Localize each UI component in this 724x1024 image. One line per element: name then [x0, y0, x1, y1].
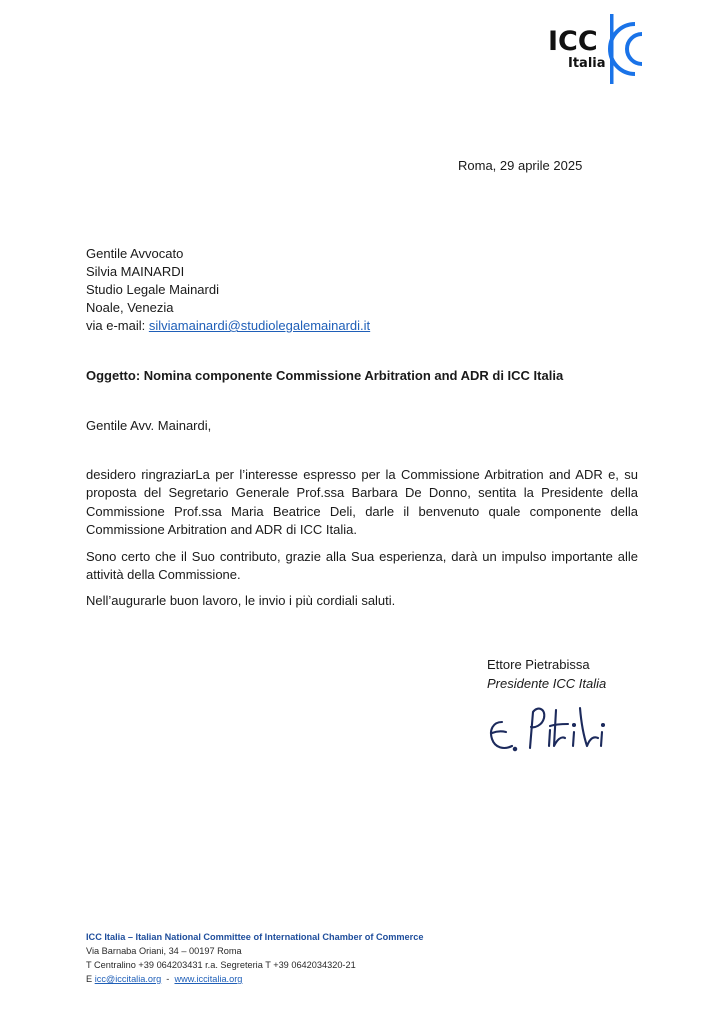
- icc-italia-logo: [546, 12, 656, 86]
- logo-sub-text: Italia: [568, 56, 606, 71]
- body-paragraph: Sono certo che il Suo contributo, grazie alla Sua esperienza, darà un impulso importante alle attività della Commissione.: [86, 548, 638, 583]
- footer-email-prefix: E: [86, 974, 95, 984]
- recipient-block: [86, 245, 370, 335]
- footer-email-link[interactable]: icc@iccitalia.org: [94, 974, 162, 984]
- footer-phones: T Centralino +39 064203431 r.a. Segreteria T +39 0642034320-21: [86, 960, 356, 970]
- handwritten-signature-icon: [484, 700, 624, 758]
- icc-arc-mark-icon: [608, 12, 652, 86]
- logo-brand-text: ICC: [548, 26, 598, 57]
- signer-name: Ettore Pietrabissa: [487, 657, 590, 672]
- recipient-email-line: [86, 317, 370, 335]
- signoff-block: [487, 656, 606, 693]
- footer-website-link[interactable]: www.iccitalia.org: [174, 974, 243, 984]
- letter-date: Roma, 29 aprile 2025: [458, 158, 583, 173]
- recipient-title: Gentile Avvocato: [86, 246, 184, 261]
- footer-separator: -: [161, 974, 175, 984]
- footer-address: Via Barnaba Oriani, 34 – 00197 Roma: [86, 946, 242, 956]
- recipient-email-prefix: via e-mail:: [86, 318, 149, 333]
- body-paragraph: desidero ringraziarLa per l’interesse espresso per la Commissione Arbitration and ADR e, su proposta del Segretario Generale Prof.ssa Barbara De Donno, sentita la Presidente della Commissione Prof.ssa Maria Beatrice Deli, darle il benvenuto quale componente della Commissione Arbitration and ADR di ICC Italia.: [86, 467, 638, 538]
- body-paragraph: Nell’augurarle buon lavoro, le invio i più cordiali saluti.: [86, 593, 396, 609]
- footer-organization: ICC Italia – Italian National Committee of International Chamber of Commerce: [86, 932, 424, 942]
- recipient-firm: Studio Legale Mainardi: [86, 282, 219, 297]
- signer-role: Presidente ICC Italia: [487, 675, 607, 691]
- footer-contacts: [86, 972, 423, 986]
- letter-footer: [86, 930, 423, 986]
- recipient-location: Noale, Venezia: [86, 300, 174, 315]
- letter-subject: Oggetto: Nomina componente Commissione Arbitration and ADR di ICC Italia: [86, 368, 564, 383]
- recipient-email-link[interactable]: silviamainardi@studiolegalemainardi.it: [148, 318, 371, 333]
- recipient-name: Silvia MAINARDI: [86, 264, 185, 279]
- letter-salutation: Gentile Avv. Mainardi,: [86, 418, 212, 433]
- letter-body: [86, 466, 638, 619]
